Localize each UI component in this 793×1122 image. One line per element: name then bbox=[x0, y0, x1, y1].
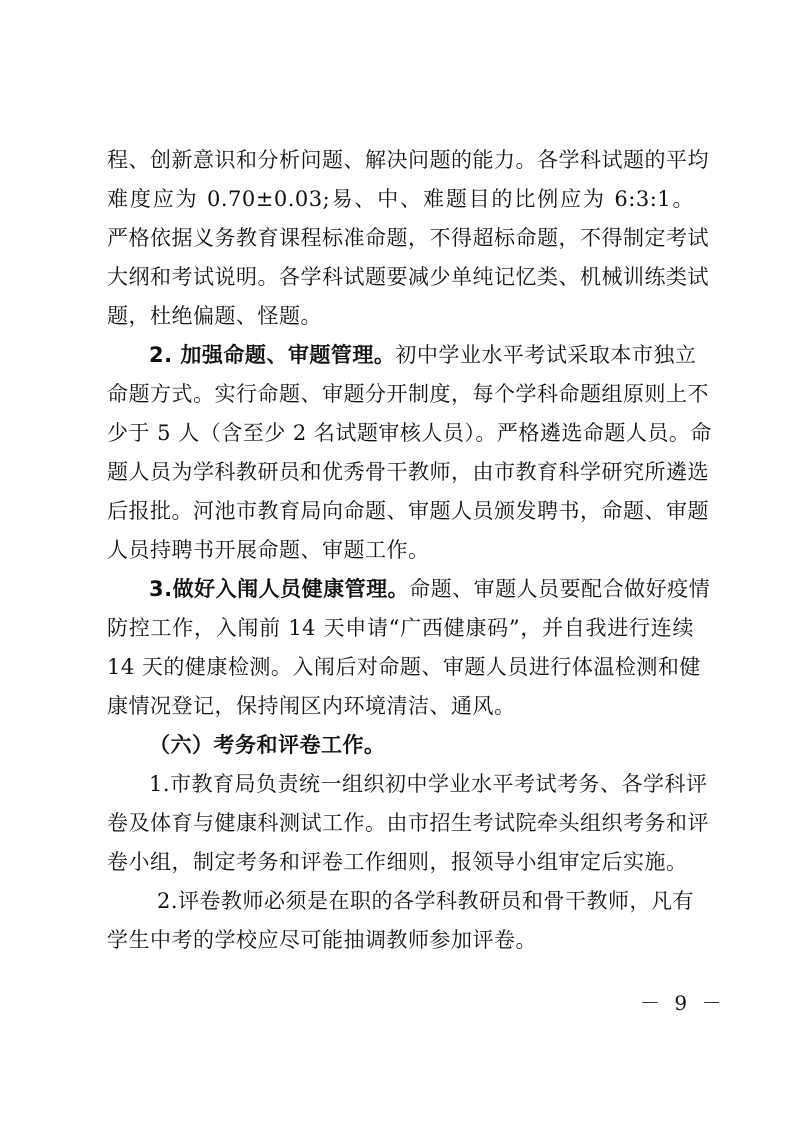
paragraph-line: 2.评卷教师必须是在职的各学科教研员和骨干教师，凡有 bbox=[157, 889, 695, 913]
paragraph-line: 严格依据义务教育课程标准命题，不得超标命题，不得制定考试 bbox=[107, 226, 709, 250]
paragraph-line: 1.市教育局负责统一组织初中学业水平考试考务、各学科评 bbox=[149, 772, 708, 796]
paragraph-line: 卷及体育与健康科测试工作。由市招生考试院牵头组织考务和评 bbox=[107, 811, 709, 835]
paragraph-line: 大纲和考试说明。各学科试题要减少单纯记忆类、机械训练类试 bbox=[107, 265, 709, 289]
paragraph-line: 康情况登记，保持闱区内环境清洁、通风。 bbox=[107, 694, 516, 718]
paragraph-line: 防控工作，入闱前 14 天申请“广西健康码”，并自我进行连续 bbox=[107, 616, 694, 640]
paragraph-text: 初中学业水平考试采取本市独立 bbox=[395, 343, 697, 367]
section-heading: 3.做好入闱人员健康管理。 bbox=[149, 577, 410, 601]
section-heading: 2. 加强命题、审题管理。 bbox=[149, 343, 396, 367]
paragraph-line: 程、创新意识和分析问题、解决问题的能力。各学科试题的平均 bbox=[107, 148, 709, 172]
paragraph-line: 人员持聘书开展命题、审题工作。 bbox=[107, 538, 430, 562]
section-title: （六）考务和评卷工作。 bbox=[149, 733, 386, 757]
paragraph-line: 难度应为 0.70±0.03;易、中、难题目的比例应为 6:3:1。 bbox=[107, 187, 694, 211]
paragraph-line: 题，杜绝偏题、怪题。 bbox=[107, 304, 322, 328]
paragraph-line: 14 天的健康检测。入闱后对命题、审题人员进行体温检测和健 bbox=[107, 655, 701, 679]
paragraph-line: 少于 5 人（含至少 2 名试题审核人员）。严格遴选命题人员。命 bbox=[107, 421, 712, 445]
page-number: － 9 － bbox=[640, 991, 726, 1015]
paragraph-line: 命题方式。实行命题、审题分开制度，每个学科命题组原则上不 bbox=[107, 382, 709, 406]
paragraph-line: 后报批。河池市教育局向命题、审题人员颁发聘书，命题、审题 bbox=[107, 499, 709, 523]
paragraph-line: 题人员为学科教研员和优秀骨干教师，由市教育科学研究所遴选 bbox=[107, 460, 709, 484]
paragraph-line: 学生中考的学校应尽可能抽调教师参加评卷。 bbox=[107, 928, 537, 952]
paragraph-line: 卷小组，制定考务和评卷工作细则，报领导小组审定后实施。 bbox=[107, 850, 688, 874]
paragraph-line bbox=[149, 340, 697, 370]
paragraph-text: 命题、审题人员要配合做好疫情 bbox=[409, 577, 711, 601]
paragraph-line bbox=[149, 574, 711, 604]
